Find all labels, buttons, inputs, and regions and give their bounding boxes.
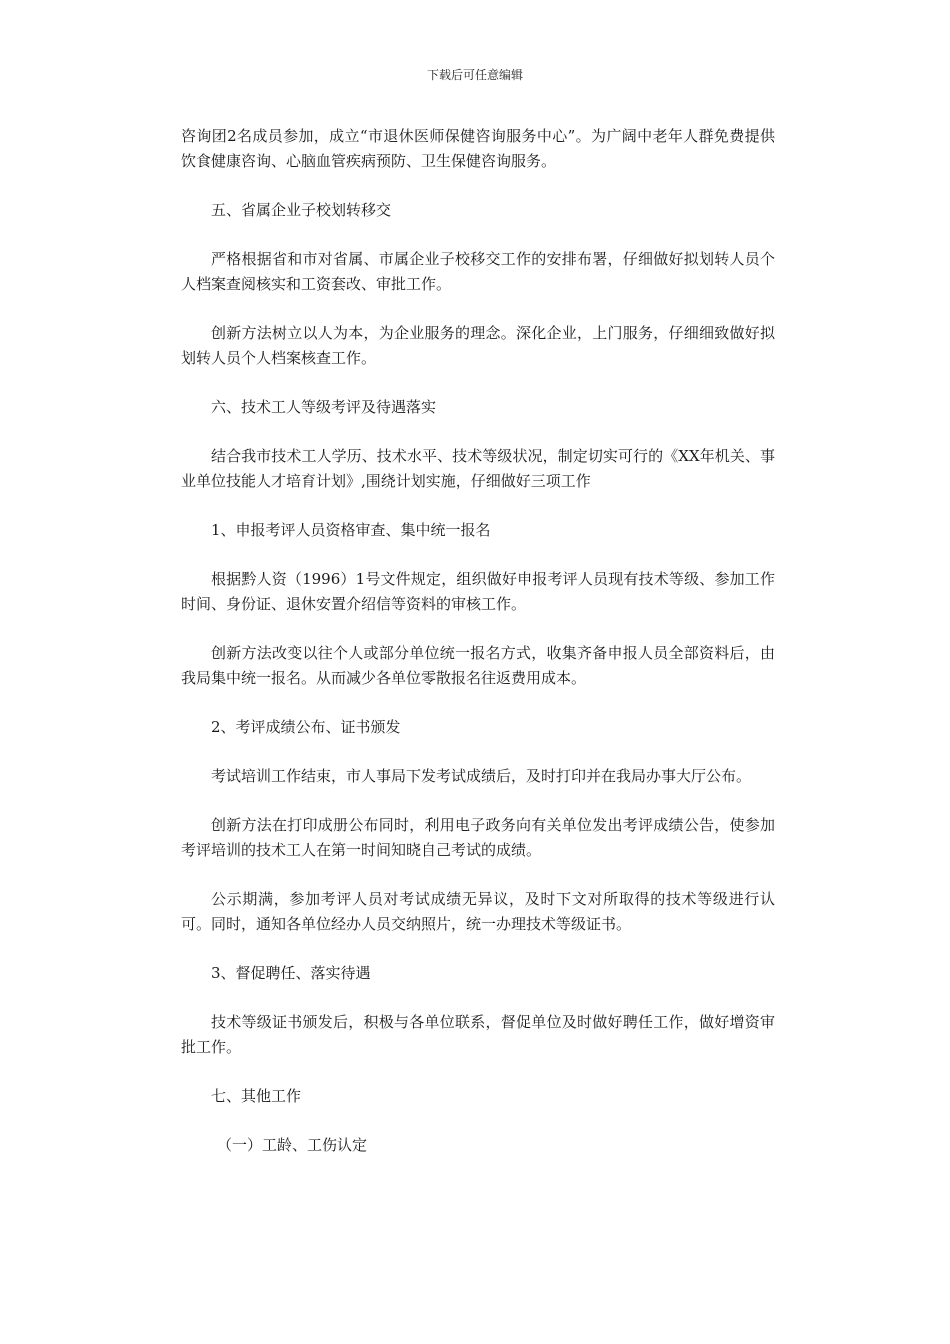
paragraph: 技术等级证书颁发后，积极与各单位联系，督促单位及时做好聘任工作，做好增资审批工作。 [181, 1013, 775, 1056]
paragraph: 创新方法树立以人为本，为企业服务的理念。深化企业，上门服务，仔细细致做好拟划转人员个人档案核查工作。 [181, 324, 775, 367]
paragraph: 创新方法在打印成册公布同时，利用电子政务向有关单位发出考评成绩公告，使参加考评培训的技术工人在第一时间知晓自己考试的成绩。 [181, 816, 775, 859]
subsection-heading-2: 2、考评成绩公布、证书颁发 [211, 718, 401, 736]
subsection-heading-1: 1、申报考评人员资格审查、集中统一报名 [211, 521, 491, 539]
subsection-heading-3: 3、督促聘任、落实待遇 [211, 964, 371, 982]
section-heading-5: 五、省属企业子校划转移交 [211, 201, 392, 219]
paragraph: 公示期满，参加考评人员对考试成绩无异议，及时下文对所取得的技术等级进行认可。同时，通知各单位经办人员交纳照片，统一办理技术等级证书。 [181, 890, 775, 933]
paragraph: 考试培训工作结束，市人事局下发考试成绩后，及时打印并在我局办事大厅公布。 [211, 767, 752, 785]
paragraph-intro: 咨询团2名成员参加，成立“市退休医师保健咨询服务中心”。为广阔中老年人群免费提供饮食健康咨询、心脑血管疾病预防、卫生保健咨询服务。 [181, 127, 775, 170]
subsection-heading-a: （一）工龄、工伤认定 [217, 1136, 368, 1154]
paragraph: 结合我市技术工人学历、技术水平、技术等级状况，制定切实可行的《XX年机关、事业单位技能人才培育计划》,围绕计划实施，仔细做好三项工作 [181, 447, 775, 490]
document-body [181, 124, 775, 1182]
section-heading-6: 六、技术工人等级考评及待遇落实 [211, 398, 437, 416]
section-heading-7: 七、其他工作 [211, 1087, 302, 1105]
page-header: 下载后可任意编辑 [426, 68, 523, 82]
paragraph: 创新方法改变以往个人或部分单位统一报名方式，收集齐备申报人员全部资料后，由我局集中统一报名。从而减少各单位零散报名往返费用成本。 [181, 644, 775, 687]
paragraph: 根据黔人资（1996）1号文件规定，组织做好申报考评人员现有技术等级、参加工作时间、身份证、退休安置介绍信等资料的审核工作。 [181, 570, 775, 613]
paragraph: 严格根据省和市对省属、市属企业子校移交工作的安排布署，仔细做好拟划转人员个人档案查阅核实和工资套改、审批工作。 [181, 250, 775, 293]
